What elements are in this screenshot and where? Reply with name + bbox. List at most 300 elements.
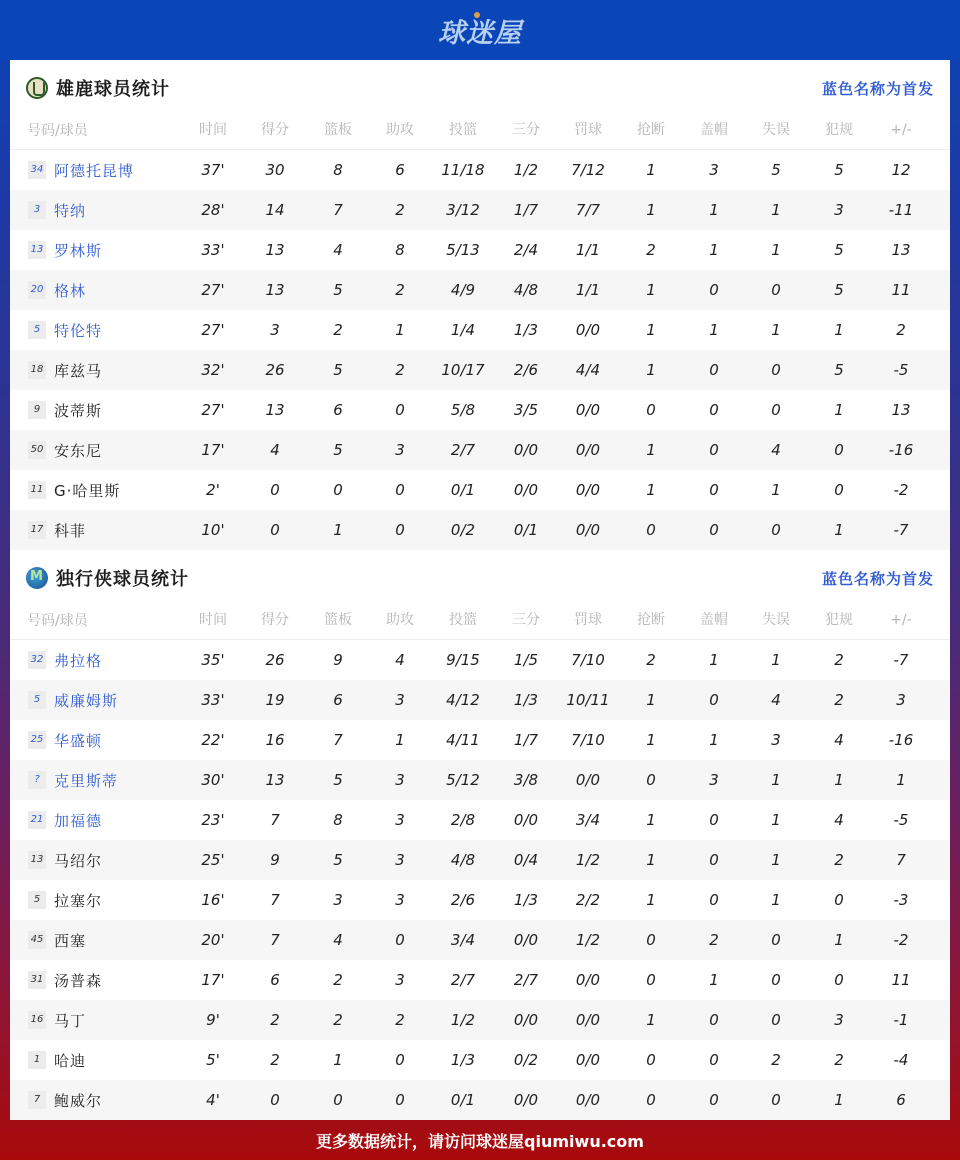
stat-cell: 1/7 <box>513 201 539 219</box>
player-row[interactable] <box>10 680 950 720</box>
stat-cell: 0 <box>709 1051 719 1069</box>
stat-cell: 0 <box>270 481 280 499</box>
stat-cell: 7 <box>333 201 343 219</box>
stat-cell: 0 <box>709 281 719 299</box>
player-row[interactable] <box>10 720 950 760</box>
player-name-link[interactable]: G·哈里斯 <box>54 481 121 500</box>
column-header[interactable]: 篮板 <box>324 122 352 138</box>
player-cell[interactable] <box>28 470 120 510</box>
stat-cell: 0/1 <box>450 1091 476 1109</box>
stat-cell: 0 <box>395 931 405 949</box>
stat-cell: 4/12 <box>446 691 480 709</box>
stat-cell: 1 <box>834 521 844 539</box>
player-row[interactable] <box>10 390 950 430</box>
stat-cell: 0 <box>709 481 719 499</box>
stat-cell: 3 <box>270 321 280 339</box>
player-row[interactable] <box>10 190 950 230</box>
player-cell[interactable] <box>28 1000 86 1040</box>
stat-cell: 1 <box>646 441 656 459</box>
stat-cell: 3/8 <box>513 771 539 789</box>
stat-cell: 33' <box>201 691 225 709</box>
player-cell[interactable] <box>28 150 134 190</box>
stat-cell: 0/0 <box>513 441 539 459</box>
player-row[interactable] <box>10 350 950 390</box>
player-name-link[interactable]: 特伦特 <box>54 321 103 340</box>
stat-cell: -16 <box>888 731 914 749</box>
stat-cell: 0 <box>771 281 781 299</box>
mavericks-logo-icon <box>26 567 48 589</box>
player-cell[interactable] <box>28 1080 102 1120</box>
jersey-number-badge: 45 <box>28 931 46 949</box>
stat-cell: 3/5 <box>513 401 539 419</box>
player-name-link[interactable]: 华盛顿 <box>54 731 103 750</box>
column-header[interactable]: 犯规 <box>825 612 853 628</box>
player-row[interactable] <box>10 510 950 550</box>
jersey-number-badge: 1 <box>28 1051 46 1069</box>
stat-cell: 13 <box>265 401 285 419</box>
player-cell[interactable] <box>28 920 86 960</box>
stat-cell: 4' <box>206 1091 220 1109</box>
stat-cell: 3 <box>395 691 405 709</box>
team-stats-title: 雄鹿球员统计 <box>56 79 170 100</box>
stats-card <box>10 60 950 1120</box>
stat-cell: 5/8 <box>450 401 476 419</box>
stat-cell: 5 <box>834 281 844 299</box>
stat-cell: 7/10 <box>571 731 605 749</box>
stat-cell: 11 <box>891 281 911 299</box>
column-header[interactable]: 投篮 <box>449 612 477 628</box>
stat-cell: 6 <box>333 401 343 419</box>
stat-cell: 0 <box>771 401 781 419</box>
starter-legend-note: 蓝色名称为首发 <box>821 79 934 98</box>
stat-cell: 30 <box>265 161 285 179</box>
column-header-player[interactable]: 号码/球员 <box>27 613 88 629</box>
stat-cell: 13 <box>265 771 285 789</box>
stat-cell: 1 <box>709 321 719 339</box>
player-name-link[interactable]: 马丁 <box>54 1011 87 1030</box>
player-row[interactable] <box>10 800 950 840</box>
column-header[interactable]: +/- <box>890 612 912 628</box>
stat-cell: 3 <box>333 891 343 909</box>
stat-cell: 3 <box>395 971 405 989</box>
stat-cell: 6 <box>395 161 405 179</box>
player-cell[interactable] <box>28 840 102 880</box>
player-name-link[interactable]: 加福德 <box>54 811 103 830</box>
player-cell[interactable] <box>28 640 102 680</box>
player-row[interactable] <box>10 430 950 470</box>
stat-cell: 0 <box>709 441 719 459</box>
stat-cell: 1 <box>834 1091 844 1109</box>
player-row[interactable] <box>10 840 950 880</box>
player-cell[interactable] <box>28 310 102 350</box>
stat-cell: 2/2 <box>575 891 601 909</box>
jersey-number-badge: 16 <box>28 1011 46 1029</box>
player-cell[interactable] <box>28 350 102 390</box>
player-cell[interactable] <box>28 390 102 430</box>
stat-cell: 0/2 <box>450 521 476 539</box>
stat-cell: 13 <box>265 241 285 259</box>
stat-cell: 5 <box>333 441 343 459</box>
stat-cell: 1/3 <box>450 1051 476 1069</box>
stat-cell: 7/10 <box>571 651 605 669</box>
stat-cell: 7/12 <box>571 161 605 179</box>
column-header[interactable]: 抢断 <box>637 122 665 138</box>
stat-cell: 3 <box>834 201 844 219</box>
jersey-number-badge: 32 <box>28 651 46 669</box>
player-row[interactable] <box>10 1080 950 1120</box>
column-header[interactable]: +/- <box>890 122 912 138</box>
stat-cell: 0/0 <box>575 1091 601 1109</box>
column-header[interactable]: 时间 <box>199 122 227 138</box>
stat-cell: 1 <box>646 361 656 379</box>
player-name-link[interactable]: 拉塞尔 <box>54 891 103 910</box>
stat-cell: 32' <box>201 361 225 379</box>
player-name-link[interactable]: 马绍尔 <box>54 851 103 870</box>
column-header[interactable]: 盖帽 <box>700 612 728 628</box>
stat-cell: 1 <box>646 891 656 909</box>
stat-cell: 16' <box>201 891 225 909</box>
stat-cell: 1 <box>646 811 656 829</box>
stat-cell: 1 <box>834 321 844 339</box>
player-name-link[interactable]: 哈迪 <box>54 1051 87 1070</box>
stat-cell: 1 <box>646 1011 656 1029</box>
stat-cell: 0 <box>395 521 405 539</box>
stat-cell: 13 <box>891 241 911 259</box>
column-header[interactable]: 助攻 <box>386 122 414 138</box>
stat-cell: 4 <box>771 691 781 709</box>
stat-cell: 1 <box>646 201 656 219</box>
player-cell[interactable] <box>28 800 102 840</box>
player-cell[interactable] <box>28 960 102 1000</box>
stat-cell: 0 <box>709 691 719 709</box>
stat-cell: -2 <box>893 931 909 949</box>
jersey-number-badge: 13 <box>28 241 46 259</box>
stat-cell: 27' <box>201 281 225 299</box>
stat-cell: 3/4 <box>575 811 601 829</box>
stat-cell: 11 <box>891 971 911 989</box>
player-name-link[interactable]: 库兹马 <box>54 361 103 380</box>
column-header[interactable]: 犯规 <box>825 122 853 138</box>
stat-cell: 3 <box>395 771 405 789</box>
stat-cell: 1 <box>709 971 719 989</box>
column-header[interactable]: 抢断 <box>637 612 665 628</box>
column-header[interactable]: 罚球 <box>574 122 602 138</box>
player-name-link[interactable]: 克里斯蒂 <box>54 771 119 790</box>
stat-cell: 2 <box>333 1011 343 1029</box>
stat-cell: 1 <box>395 731 405 749</box>
stat-cell: 0 <box>333 481 343 499</box>
stat-cell: 17' <box>201 971 225 989</box>
player-name-link[interactable]: 特纳 <box>54 201 87 220</box>
stat-cell: 2/6 <box>450 891 476 909</box>
player-name-link[interactable]: 弗拉格 <box>54 651 103 670</box>
player-name-link[interactable]: 格林 <box>54 281 87 300</box>
stat-cell: 4 <box>834 731 844 749</box>
stat-cell: 26 <box>265 361 285 379</box>
stat-cell: 5 <box>834 241 844 259</box>
column-header[interactable]: 失误 <box>762 612 790 628</box>
player-cell[interactable] <box>28 270 86 310</box>
stat-cell: 4/9 <box>450 281 476 299</box>
player-name-link[interactable]: 汤普森 <box>54 971 103 990</box>
player-name-link[interactable]: 安东尼 <box>54 441 103 460</box>
stat-cell: 0 <box>709 401 719 419</box>
stat-cell: -2 <box>893 481 909 499</box>
stat-cell: 0/2 <box>513 1051 539 1069</box>
jersey-number-badge: 17 <box>28 521 46 539</box>
jersey-number-badge: 5 <box>28 691 46 709</box>
stat-cell: 1 <box>834 931 844 949</box>
player-cell[interactable] <box>28 510 86 550</box>
column-header[interactable]: 得分 <box>261 612 289 628</box>
stat-cell: 2/8 <box>450 811 476 829</box>
stat-cell: 3 <box>395 891 405 909</box>
stat-cell: 0 <box>395 481 405 499</box>
jersey-number-badge: 5 <box>28 321 46 339</box>
stat-cell: 2 <box>834 1051 844 1069</box>
stat-cell: 0 <box>646 931 656 949</box>
stat-cell: 0 <box>834 971 844 989</box>
player-cell[interactable] <box>28 190 86 230</box>
stat-cell: -16 <box>888 441 914 459</box>
stat-cell: 0/0 <box>513 1011 539 1029</box>
stat-cell: 0 <box>646 1051 656 1069</box>
stat-cell: 0 <box>709 811 719 829</box>
stat-cell: 2 <box>834 651 844 669</box>
jersey-number-badge: 31 <box>28 971 46 989</box>
jersey-number-badge: 50 <box>28 441 46 459</box>
bucks-column-header-row <box>10 110 950 150</box>
stat-cell: 0/0 <box>575 441 601 459</box>
stat-cell: 1/2 <box>575 931 601 949</box>
stat-cell: 0 <box>834 481 844 499</box>
stat-cell: 3 <box>834 1011 844 1029</box>
stat-cell: 27' <box>201 321 225 339</box>
stat-cell: 1 <box>709 201 719 219</box>
stat-cell: 1/3 <box>513 891 539 909</box>
stat-cell: 0 <box>709 1011 719 1029</box>
stat-cell: 1 <box>771 651 781 669</box>
stat-cell: 0/0 <box>575 971 601 989</box>
jersey-number-badge: 11 <box>28 481 46 499</box>
stat-cell: 1 <box>646 851 656 869</box>
player-cell[interactable] <box>28 880 102 920</box>
stat-cell: 5/13 <box>446 241 480 259</box>
stat-cell: 1 <box>646 731 656 749</box>
stat-cell: 1 <box>771 201 781 219</box>
stat-cell: 0 <box>270 521 280 539</box>
stat-cell: 0 <box>395 1051 405 1069</box>
stat-cell: 1 <box>709 731 719 749</box>
player-cell[interactable] <box>28 430 102 470</box>
stat-cell: 1/7 <box>513 731 539 749</box>
stat-cell: 1 <box>646 161 656 179</box>
stat-cell: 4 <box>333 931 343 949</box>
stat-cell: 13 <box>265 281 285 299</box>
jersey-number-badge: 18 <box>28 361 46 379</box>
player-row[interactable] <box>10 470 950 510</box>
player-row[interactable] <box>10 310 950 350</box>
player-name-link[interactable]: 阿德托昆博 <box>54 161 135 180</box>
stat-cell: 5 <box>333 771 343 789</box>
stat-cell: 0 <box>771 1011 781 1029</box>
stat-cell: 0 <box>709 851 719 869</box>
stat-cell: 7 <box>270 811 280 829</box>
player-name-link[interactable]: 西塞 <box>54 931 87 950</box>
stat-cell: 5 <box>333 361 343 379</box>
stat-cell: 0 <box>646 401 656 419</box>
player-name-link[interactable]: 波蒂斯 <box>54 401 103 420</box>
stat-cell: 2 <box>834 851 844 869</box>
column-header[interactable]: 三分 <box>512 612 540 628</box>
player-row[interactable] <box>10 960 950 1000</box>
stat-cell: 8 <box>333 161 343 179</box>
stat-cell: 6 <box>270 971 280 989</box>
stat-cell: 1 <box>834 771 844 789</box>
bucks-logo-icon <box>26 77 48 99</box>
player-name-link[interactable]: 罗林斯 <box>54 241 103 260</box>
stat-cell: 1 <box>771 771 781 789</box>
player-name-link[interactable]: 鲍威尔 <box>54 1091 103 1110</box>
stat-cell: 8 <box>333 811 343 829</box>
stat-cell: -4 <box>893 1051 909 1069</box>
player-row[interactable] <box>10 880 950 920</box>
column-header[interactable]: 三分 <box>512 122 540 138</box>
stat-cell: 8 <box>395 241 405 259</box>
stat-cell: 2/4 <box>513 241 539 259</box>
jersey-number-badge: 3 <box>28 201 46 219</box>
stat-cell: -3 <box>893 891 909 909</box>
column-header[interactable]: 罚球 <box>574 612 602 628</box>
stat-cell: 23' <box>201 811 225 829</box>
column-header[interactable]: 得分 <box>261 122 289 138</box>
stat-cell: 0/0 <box>575 1011 601 1029</box>
brand-text: 球迷屋 <box>438 17 522 49</box>
column-header[interactable]: 投篮 <box>449 122 477 138</box>
stat-cell: 0 <box>646 771 656 789</box>
stat-cell: 7 <box>270 891 280 909</box>
stat-cell: 1/2 <box>513 161 539 179</box>
stat-cell: 4 <box>834 811 844 829</box>
player-name-link[interactable]: 威廉姆斯 <box>54 691 119 710</box>
stat-cell: 0 <box>834 891 844 909</box>
player-row[interactable] <box>10 760 950 800</box>
stat-cell: 5 <box>771 161 781 179</box>
stat-cell: 9/15 <box>446 651 480 669</box>
player-row[interactable] <box>10 1040 950 1080</box>
stat-cell: 0/1 <box>450 481 476 499</box>
stat-cell: 9 <box>333 651 343 669</box>
stat-cell: 3 <box>395 441 405 459</box>
stat-cell: 28' <box>201 201 225 219</box>
stat-cell: 22' <box>201 731 225 749</box>
stat-cell: 0 <box>333 1091 343 1109</box>
stat-cell: 1 <box>771 241 781 259</box>
stat-cell: 0 <box>270 1091 280 1109</box>
stat-cell: 0/0 <box>513 931 539 949</box>
stat-cell: 20' <box>201 931 225 949</box>
player-cell[interactable] <box>28 230 102 270</box>
logo-dot-icon <box>474 12 480 18</box>
title-left <box>26 565 189 591</box>
column-header[interactable]: 盖帽 <box>700 122 728 138</box>
player-cell[interactable] <box>28 1040 86 1080</box>
stat-cell: 1/3 <box>513 691 539 709</box>
title-left <box>26 75 170 101</box>
stat-cell: 1/4 <box>450 321 476 339</box>
stat-cell: 7 <box>896 851 906 869</box>
column-header-player[interactable]: 号码/球员 <box>27 123 88 139</box>
team-stats-title: 独行侠球员统计 <box>56 569 189 590</box>
stat-cell: 27' <box>201 401 225 419</box>
jersey-number-badge: 9 <box>28 401 46 419</box>
stat-cell: 1 <box>771 851 781 869</box>
stat-cell: -11 <box>888 201 914 219</box>
stat-cell: 0/0 <box>575 401 601 419</box>
stat-cell: 0 <box>709 521 719 539</box>
stat-cell: 2/7 <box>513 971 539 989</box>
stat-cell: -7 <box>893 651 909 669</box>
stat-cell: 2 <box>270 1011 280 1029</box>
stat-cell: 1 <box>395 321 405 339</box>
stat-cell: 6 <box>333 691 343 709</box>
column-header[interactable]: 失误 <box>762 122 790 138</box>
stat-cell: 0 <box>709 891 719 909</box>
stat-cell: 2 <box>395 281 405 299</box>
player-row[interactable] <box>10 640 950 680</box>
footer-banner[interactable] <box>0 1120 960 1160</box>
player-cell[interactable] <box>28 760 118 800</box>
stat-cell: 1 <box>646 481 656 499</box>
stat-cell: 2 <box>646 241 656 259</box>
stat-cell: 5' <box>206 1051 220 1069</box>
stat-cell: 0/0 <box>575 321 601 339</box>
stat-cell: 2 <box>709 931 719 949</box>
column-header[interactable]: 篮板 <box>324 612 352 628</box>
stat-cell: 0/4 <box>513 851 539 869</box>
stat-cell: 4/8 <box>450 851 476 869</box>
stat-cell: 7 <box>333 731 343 749</box>
stat-cell: 1 <box>834 401 844 419</box>
stat-cell: 0 <box>646 521 656 539</box>
player-row[interactable] <box>10 150 950 190</box>
stat-cell: 14 <box>265 201 285 219</box>
stat-cell: 3 <box>709 771 719 789</box>
stat-cell: 3 <box>709 161 719 179</box>
player-cell[interactable] <box>28 680 118 720</box>
stat-cell: 0 <box>709 1091 719 1109</box>
stat-cell: 4 <box>333 241 343 259</box>
stat-cell: 2 <box>270 1051 280 1069</box>
stat-cell: 2 <box>333 971 343 989</box>
stat-cell: 5/12 <box>446 771 480 789</box>
stat-cell: 0/0 <box>513 811 539 829</box>
column-header[interactable]: 助攻 <box>386 612 414 628</box>
player-name-link[interactable]: 科菲 <box>54 521 87 540</box>
player-row[interactable] <box>10 1000 950 1040</box>
stat-cell: 1 <box>771 891 781 909</box>
stat-cell: 4 <box>395 651 405 669</box>
stat-cell: 5 <box>333 851 343 869</box>
stat-cell: 0 <box>646 1091 656 1109</box>
player-cell[interactable] <box>28 720 102 760</box>
stat-cell: 9 <box>270 851 280 869</box>
player-row[interactable] <box>10 270 950 310</box>
stat-cell: 0/0 <box>575 521 601 539</box>
column-header[interactable]: 时间 <box>199 612 227 628</box>
player-row[interactable] <box>10 920 950 960</box>
player-row[interactable] <box>10 230 950 270</box>
